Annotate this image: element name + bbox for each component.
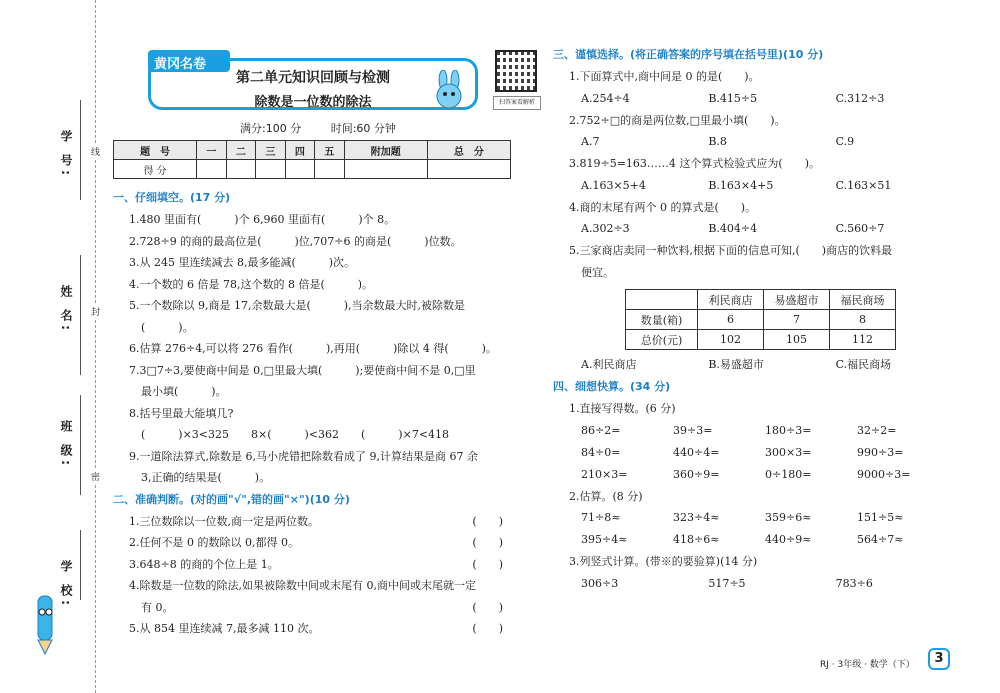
section-1-title: 一、仔细填空。(17 分) <box>113 191 231 204</box>
shop-header-cell <box>626 290 698 310</box>
option[interactable]: B.404÷4 <box>708 222 758 235</box>
bunny-mascot-icon <box>425 70 475 114</box>
choice-question: 4.商的末尾有两个 0 的算式是( )。 <box>569 200 757 214</box>
score-cell[interactable] <box>226 160 256 179</box>
judge-text: 有 0。 <box>141 600 174 614</box>
pencil-mascot-icon <box>30 592 60 658</box>
option[interactable]: A.163×5+4 <box>581 178 646 192</box>
label-student-id: 学 号: <box>59 130 73 179</box>
option[interactable]: B.163×4+5 <box>708 178 774 192</box>
right-column <box>553 44 963 595</box>
estimate-item: 71÷8≈ <box>581 511 621 524</box>
choice-options <box>553 218 963 240</box>
choice-question: 3.819÷5=163……4 这个算式检验式应为( )。 <box>569 157 820 170</box>
mark-seal: 封 <box>91 305 100 318</box>
oral-item: 84÷0= <box>581 445 621 459</box>
qr-code-icon[interactable] <box>495 50 537 92</box>
qr-caption: 扫答案看解析 <box>493 96 541 110</box>
fill-item: 3.从 245 里连续减去 8,最多能减( )次。 <box>129 256 356 269</box>
estimate-item: 151÷5≈ <box>857 511 904 524</box>
choice-question-cont: 便宜。 <box>581 265 614 279</box>
underline-student-id <box>80 100 81 200</box>
judge-item <box>113 554 513 576</box>
oral-item: 86÷2= <box>581 423 621 437</box>
score-header-cell: 总 分 <box>427 141 510 160</box>
answer-paren[interactable]: ( ) <box>472 622 503 635</box>
judge-item <box>113 511 513 533</box>
mark-secret: 密 <box>91 470 100 483</box>
underline-name <box>80 255 81 375</box>
oral-item: 32÷2= <box>857 423 897 437</box>
score-table-header <box>114 141 511 160</box>
fill-item: 8.括号里最大能填几? <box>129 406 234 420</box>
fill-item: 2.728÷9 的商的最高位是( )位,707÷6 的商是( )位数。 <box>129 234 462 248</box>
score-header-cell: 题 号 <box>114 141 197 160</box>
fill-item-cont: 最小填( )。 <box>141 385 227 398</box>
shop-cell: 总价(元) <box>626 330 698 350</box>
option[interactable]: C.560÷7 <box>835 222 885 235</box>
oral-item: 0÷180= <box>765 467 812 481</box>
dashed-fold-line <box>95 0 96 693</box>
option[interactable]: A.7 <box>581 135 600 148</box>
left-column <box>113 187 513 640</box>
score-cell[interactable] <box>285 160 315 179</box>
estimate-item: 418÷6≈ <box>673 533 720 546</box>
judge-text: 4.除数是一位数的除法,如果被除数中间或末尾有 0,商中间或末尾就一定 <box>129 579 476 592</box>
section-2-title: 二、准确判断。(对的画"√",错的画"×")(10 分) <box>113 492 350 506</box>
option[interactable]: C.312÷3 <box>835 91 885 105</box>
fill-item-cont: ( )。 <box>141 320 194 334</box>
shop-cell: 8 <box>830 310 896 330</box>
score-header-cell: 三 <box>256 141 286 160</box>
page-subtitle: 除数是一位数的除法 <box>254 95 372 110</box>
answer-paren[interactable]: ( ) <box>472 536 503 549</box>
answer-paren[interactable]: ( ) <box>472 600 503 614</box>
option[interactable]: B.415÷5 <box>708 91 758 105</box>
option[interactable]: B.8 <box>708 135 727 148</box>
estimate-row <box>553 529 963 551</box>
sub-question: 3.列竖式计算。(带※的要验算)(14 分) <box>569 555 758 568</box>
fill-item: 5.一个数除以 9,商是 17,余数最大是( ),当余数最大时,被除数是 <box>129 299 466 312</box>
shop-cell: 112 <box>830 330 896 350</box>
vertical-item: 517÷5 <box>708 576 746 590</box>
oral-item: 180÷3= <box>765 423 812 437</box>
choice-options <box>553 88 963 110</box>
oral-item: 9000÷3= <box>857 467 911 481</box>
choice-question: 1.下面算式中,商中间是 0 的是( )。 <box>569 70 760 83</box>
underline-class <box>80 395 81 495</box>
score-cell[interactable] <box>315 160 345 179</box>
oral-row <box>553 442 963 464</box>
judge-item <box>113 597 513 619</box>
score-header-cell: 四 <box>285 141 315 160</box>
oral-item: 990÷3= <box>857 445 904 459</box>
shop-cell: 6 <box>698 310 764 330</box>
score-cell[interactable] <box>427 160 510 179</box>
label-name: 姓 名: <box>59 285 73 334</box>
footer-label: RJ · 3年级 · 数学（下） <box>820 660 915 670</box>
shop-header-cell: 易盛超市 <box>764 290 830 310</box>
estimate-item: 359÷6≈ <box>765 511 812 524</box>
section-4-title: 四、细想快算。(34 分) <box>553 380 671 393</box>
score-header-cell: 附加题 <box>344 141 427 160</box>
choice-options <box>553 175 963 197</box>
sub-question: 2.估算。(8 分) <box>569 489 643 503</box>
estimate-item: 323÷4≈ <box>673 511 720 524</box>
fill-item-cont: ( )×3<325 8×( )<362 ( )×7<418 <box>141 428 450 441</box>
judge-item <box>113 575 513 597</box>
option[interactable]: B.易盛超市 <box>708 358 764 371</box>
shop-table <box>625 289 896 350</box>
choice-options <box>553 354 963 376</box>
vertical-item: 783÷6 <box>835 576 873 590</box>
option[interactable]: A.302÷3 <box>581 222 630 235</box>
fill-item: 7.3□7÷3,要使商中间是 0,□里最大填( );要使商中间不是 0,□里 <box>129 363 476 377</box>
choice-question: 2.752÷□的商是两位数,□里最小填( )。 <box>569 113 786 127</box>
vertical-item: 306÷3 <box>581 576 619 590</box>
exam-info <box>240 120 422 136</box>
answer-paren[interactable]: ( ) <box>472 557 503 571</box>
oral-item: 39÷3= <box>673 423 713 437</box>
vertical-row <box>553 573 963 595</box>
shop-header-cell: 福民商场 <box>830 290 896 310</box>
shop-table-row <box>626 330 896 350</box>
judge-text: 1.三位数除以一位数,商一定是两位数。 <box>129 514 319 528</box>
score-table-row <box>114 160 511 179</box>
estimate-item: 440÷9≈ <box>765 533 812 546</box>
shop-cell: 105 <box>764 330 830 350</box>
choice-question: 5.三家商店卖同一种饮料,根据下面的信息可知,( )商店的饮料最 <box>569 244 893 257</box>
oral-item: 440÷4= <box>673 445 720 459</box>
option[interactable]: C.9 <box>835 135 855 148</box>
score-cell[interactable] <box>197 160 227 179</box>
underline-school <box>80 530 81 600</box>
estimate-item: 564÷7≈ <box>857 533 904 546</box>
oral-row <box>553 420 963 442</box>
judge-text: 5.从 854 里连续减 7,最多减 110 次。 <box>129 622 320 635</box>
option[interactable]: C.163×51 <box>835 178 892 192</box>
page-title: 第二单元知识回顾与检测 <box>236 70 390 86</box>
sub-question: 1.直接写得数。(6 分) <box>569 402 676 415</box>
fill-item: 6.估算 276÷4,可以将 276 看作( ),再用( )除以 4 得( )。 <box>129 342 497 355</box>
judge-item <box>113 618 513 640</box>
shop-cell: 102 <box>698 330 764 350</box>
score-header-cell: 二 <box>226 141 256 160</box>
score-cell[interactable] <box>344 160 427 179</box>
shop-table-row <box>626 310 896 330</box>
oral-row <box>553 464 963 486</box>
judge-item <box>113 532 513 554</box>
full-score: 满分:100 分 <box>240 122 302 135</box>
score-table <box>113 140 511 179</box>
shop-table-header <box>626 290 896 310</box>
mark-line: 线 <box>91 145 100 158</box>
fill-item: 1.480 里面有( )个 6,960 里面有( )个 8。 <box>129 213 396 226</box>
fill-item: 4.一个数的 6 倍是 78,这个数的 8 倍是( )。 <box>129 277 374 291</box>
label-class: 班 级: <box>59 420 73 469</box>
option[interactable]: A.利民商店 <box>581 358 637 371</box>
fill-item: 9.一道除法算式,除数是 6,马小虎错把除数看成了 9,计算结果是商 67 余 <box>129 449 478 463</box>
choice-options <box>553 131 963 153</box>
score-header-cell: 五 <box>315 141 345 160</box>
binding-strip <box>0 0 100 693</box>
estimate-item: 395÷4≈ <box>581 533 628 546</box>
fill-item-cont: 3,正确的结果是( )。 <box>141 471 271 484</box>
option[interactable]: A.254÷4 <box>581 91 630 105</box>
judge-text: 3.648÷8 的商的个位上是 1。 <box>129 557 279 571</box>
oral-item: 300×3= <box>765 445 812 459</box>
judge-text: 2.任何不是 0 的数除以 0,都得 0。 <box>129 536 299 549</box>
shop-header-cell: 利民商店 <box>698 290 764 310</box>
page-number: 3 <box>928 648 950 670</box>
label-school: 学 校: <box>59 560 73 609</box>
exam-time: 时间:60 分钟 <box>330 122 396 135</box>
oral-item: 360÷9= <box>673 467 720 481</box>
score-row-label: 得 分 <box>114 160 197 179</box>
answer-paren[interactable]: ( ) <box>472 514 503 528</box>
estimate-row <box>553 507 963 529</box>
oral-item: 210×3= <box>581 467 628 481</box>
section-3-title: 三、谨慎选择。(将正确答案的序号填在括号里)(10 分) <box>553 48 824 61</box>
brand-logo: 黄冈名卷 <box>148 50 230 72</box>
score-cell[interactable] <box>256 160 286 179</box>
shop-cell: 7 <box>764 310 830 330</box>
option[interactable]: C.福民商场 <box>835 358 892 371</box>
score-header-cell: 一 <box>197 141 227 160</box>
shop-cell: 数量(箱) <box>626 310 698 330</box>
